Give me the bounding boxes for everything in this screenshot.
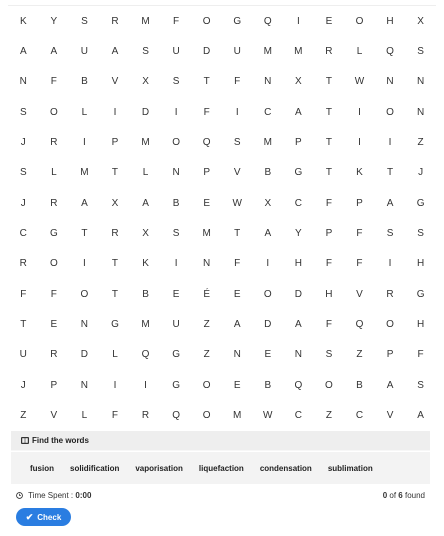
grid-cell[interactable]: R xyxy=(325,46,333,58)
grid-cell[interactable]: O xyxy=(202,15,211,27)
grid-cell[interactable]: G xyxy=(416,197,425,209)
target-word: condensation xyxy=(259,463,312,473)
grid-cell[interactable]: A xyxy=(233,319,241,331)
grid-cell[interactable]: T xyxy=(111,288,119,300)
grid-cell[interactable]: R xyxy=(50,137,58,149)
grid-cell[interactable]: F xyxy=(50,76,57,88)
grid-cell[interactable]: U xyxy=(80,46,89,58)
grid-cell[interactable]: F xyxy=(325,258,332,270)
grid-cell[interactable]: S xyxy=(386,228,394,240)
grid-cell[interactable]: I xyxy=(174,106,178,118)
grid-cell[interactable]: V xyxy=(111,76,119,88)
grid-cell[interactable]: O xyxy=(386,319,394,331)
grid-cell[interactable]: F xyxy=(20,288,27,300)
panel-header xyxy=(11,431,430,451)
grid-cell[interactable]: R xyxy=(111,15,119,27)
grid-cell[interactable]: P xyxy=(386,349,394,361)
grid-cell[interactable]: N xyxy=(80,319,89,331)
letter-grid xyxy=(8,6,436,431)
check-button[interactable] xyxy=(16,508,71,526)
grid-cell[interactable]: Q xyxy=(141,349,150,361)
grid-cell[interactable]: R xyxy=(386,288,394,300)
grid-cell[interactable]: W xyxy=(232,197,242,209)
grid-cell[interactable]: F xyxy=(356,228,363,240)
grid-cell[interactable]: C xyxy=(19,228,27,240)
grid-cell[interactable]: P xyxy=(325,228,333,240)
grid-cell[interactable]: C xyxy=(294,197,302,209)
grid-cell[interactable]: T xyxy=(111,258,119,270)
grid-cell[interactable]: S xyxy=(325,349,333,361)
grid-cell[interactable]: V xyxy=(386,410,394,422)
grid-cell[interactable]: M xyxy=(202,228,211,240)
grid-cell[interactable]: T xyxy=(325,167,332,179)
grid-cell[interactable]: L xyxy=(51,167,57,179)
grid-cell[interactable]: A xyxy=(386,197,394,209)
grid-cell[interactable]: T xyxy=(203,76,210,88)
grid-cell[interactable]: O xyxy=(325,379,333,391)
grid-cell[interactable]: A xyxy=(142,197,149,209)
panel-title: Find the words xyxy=(32,436,89,445)
grid-cell[interactable]: T xyxy=(325,106,332,118)
grid-cell[interactable]: C xyxy=(294,410,302,422)
grid-cell[interactable]: O xyxy=(355,15,364,27)
grid-cell[interactable]: E xyxy=(264,349,272,361)
grid-cell[interactable]: R xyxy=(19,258,27,270)
target-word: fusion xyxy=(30,463,54,473)
grid-cell[interactable]: R xyxy=(50,197,58,209)
grid-row xyxy=(8,309,436,339)
grid-cell[interactable]: Y xyxy=(50,15,58,27)
grid-cell[interactable]: N xyxy=(80,379,89,391)
grid-row xyxy=(8,36,436,66)
grid-cell[interactable]: C xyxy=(355,410,364,422)
grid-cell[interactable]: D xyxy=(80,349,89,361)
grid-cell[interactable]: O xyxy=(80,288,89,300)
grid-cell[interactable]: U xyxy=(172,46,180,58)
grid-row xyxy=(8,218,436,248)
grid-cell[interactable]: N xyxy=(416,106,425,118)
grid-cell[interactable]: P xyxy=(356,197,363,209)
check-button-label: Check xyxy=(37,512,62,522)
grid-row xyxy=(8,188,436,218)
grid-cell[interactable]: T xyxy=(81,228,88,240)
target-word: vaporisation xyxy=(135,463,183,473)
grid-cell[interactable]: R xyxy=(50,349,58,361)
grid-cell[interactable]: E xyxy=(50,319,58,331)
grid-cell[interactable]: Z xyxy=(203,349,210,361)
grid-cell[interactable]: I xyxy=(266,258,270,270)
grid-cell[interactable]: G xyxy=(416,288,425,300)
grid-cell[interactable]: F xyxy=(203,106,210,118)
grid-cell[interactable]: A xyxy=(111,46,119,58)
grid-cell[interactable]: V xyxy=(50,410,58,422)
grid-cell[interactable]: A xyxy=(417,410,424,422)
grid-cell[interactable]: U xyxy=(172,319,180,331)
grid-cell[interactable]: B xyxy=(264,167,272,179)
grid-cell[interactable]: G xyxy=(294,167,303,179)
grid-cell[interactable]: W xyxy=(354,76,365,88)
grid-cell[interactable]: L xyxy=(112,349,118,361)
grid-cell[interactable]: Q xyxy=(263,15,272,27)
grid-cell[interactable]: O xyxy=(49,106,58,118)
timer-label: Time Spent : xyxy=(28,490,74,500)
grid-cell[interactable]: M xyxy=(263,46,272,58)
grid-cell[interactable]: Z xyxy=(417,137,424,149)
grid-cell[interactable]: B xyxy=(264,379,272,391)
grid-cell[interactable]: A xyxy=(264,228,272,240)
grid-cell[interactable]: P xyxy=(295,137,302,149)
grid-cell[interactable]: A xyxy=(81,197,88,209)
grid-cell[interactable]: N xyxy=(294,349,302,361)
grid-cell[interactable]: S xyxy=(19,106,27,118)
grid-cell[interactable]: F xyxy=(173,15,180,27)
grid-cell[interactable]: L xyxy=(81,410,88,422)
grid-cell[interactable]: M xyxy=(263,137,272,149)
grid-cell[interactable]: A xyxy=(50,46,58,58)
grid-cell[interactable]: H xyxy=(294,258,302,270)
target-word: solidification xyxy=(70,463,120,473)
grid-cell[interactable]: O xyxy=(202,379,211,391)
grid-cell[interactable]: T xyxy=(325,76,332,88)
grid-cell[interactable]: W xyxy=(263,410,273,422)
grid-cell[interactable]: I xyxy=(144,379,147,391)
grid-cell[interactable]: P xyxy=(203,167,210,179)
grid-row xyxy=(8,370,436,400)
grid-cell[interactable]: N xyxy=(233,349,241,361)
grid-cell[interactable]: S xyxy=(19,167,27,179)
grid-cell[interactable]: É xyxy=(203,288,210,300)
grid-cell[interactable]: N xyxy=(172,167,180,179)
grid-cell[interactable]: Q xyxy=(294,379,303,391)
grid-cell[interactable]: Z xyxy=(356,349,363,361)
grid-cell[interactable]: P xyxy=(50,379,58,391)
of-label: of xyxy=(389,490,397,500)
grid-cell[interactable]: I xyxy=(296,15,300,27)
grid-cell[interactable]: Z xyxy=(20,410,27,422)
grid-cell[interactable]: N xyxy=(203,258,211,270)
grid-cell[interactable]: N xyxy=(19,76,27,88)
grid-cell[interactable]: R xyxy=(111,228,119,240)
grid-row xyxy=(8,67,436,97)
grid-cell[interactable]: N xyxy=(386,76,394,88)
grid-cell[interactable]: D xyxy=(141,106,150,118)
grid-row xyxy=(8,127,436,157)
grid-cell[interactable]: X xyxy=(142,228,149,240)
grid-cell[interactable]: I xyxy=(388,258,392,270)
grid-cell[interactable]: B xyxy=(356,379,363,391)
grid-cell[interactable]: U xyxy=(19,349,27,361)
grid-row xyxy=(8,158,436,188)
grid-cell[interactable]: L xyxy=(142,167,149,179)
grid-row xyxy=(8,97,436,127)
grid-cell[interactable]: F xyxy=(50,288,57,300)
grid-cell[interactable]: I xyxy=(83,137,86,149)
grid-cell[interactable]: S xyxy=(81,15,88,27)
grid-cell[interactable]: S xyxy=(417,46,424,58)
book-icon xyxy=(21,437,29,444)
grid-cell[interactable]: M xyxy=(141,137,150,149)
grid-cell[interactable]: O xyxy=(263,288,272,300)
grid-cell[interactable]: E xyxy=(325,15,333,27)
grid-cell[interactable]: M xyxy=(294,46,303,58)
grid-cell[interactable]: B xyxy=(81,76,88,88)
grid-cell[interactable]: O xyxy=(202,410,211,422)
grid-cell[interactable]: M xyxy=(141,15,150,27)
grid-cell[interactable]: Q xyxy=(355,319,364,331)
grid-cell[interactable]: J xyxy=(20,379,26,391)
word-list-panel xyxy=(11,431,430,484)
grid-cell[interactable]: H xyxy=(416,319,425,331)
grid-cell[interactable]: Z xyxy=(325,410,332,422)
grid-cell[interactable]: F xyxy=(111,410,119,422)
grid-cell[interactable]: A xyxy=(19,46,27,58)
grid-row xyxy=(8,6,436,36)
grid-row xyxy=(8,249,436,279)
grid-cell[interactable]: V xyxy=(233,167,241,179)
grid-cell[interactable]: Q xyxy=(386,46,394,58)
grid-cell[interactable]: K xyxy=(356,167,363,179)
grid-cell[interactable]: I xyxy=(235,106,239,118)
grid-cell[interactable]: X xyxy=(264,197,272,209)
found-counter xyxy=(383,491,425,500)
grid-cell[interactable]: N xyxy=(264,76,272,88)
grid-cell[interactable]: F xyxy=(325,319,332,331)
grid-cell[interactable]: X xyxy=(111,197,119,209)
grid-cell[interactable]: G xyxy=(233,15,242,27)
grid-cell[interactable]: O xyxy=(172,137,180,149)
grid-cell[interactable]: T xyxy=(386,167,394,179)
grid-cell[interactable]: D xyxy=(264,319,272,331)
grid-cell[interactable]: M xyxy=(141,319,150,331)
target-word: sublimation xyxy=(327,463,373,473)
grid-cell[interactable]: T xyxy=(111,167,119,179)
grid-cell[interactable]: B xyxy=(142,288,149,300)
grid-cell[interactable]: I xyxy=(113,379,117,391)
grid-cell[interactable]: M xyxy=(80,167,89,179)
grid-cell[interactable]: D xyxy=(203,46,211,58)
grid-cell[interactable]: X xyxy=(142,76,149,88)
grid-cell[interactable]: K xyxy=(19,15,27,27)
grid-cell[interactable]: E xyxy=(233,288,241,300)
grid-cell[interactable]: M xyxy=(233,410,242,422)
grid-cell[interactable]: V xyxy=(356,288,363,300)
status-bar xyxy=(16,489,425,501)
grid-cell[interactable]: A xyxy=(386,379,394,391)
grid-cell[interactable]: G xyxy=(111,319,119,331)
grid-cell[interactable]: F xyxy=(234,258,241,270)
grid-cell[interactable]: G xyxy=(49,228,58,240)
grid-cell[interactable]: I xyxy=(358,137,361,149)
grid-cell[interactable]: H xyxy=(325,288,333,300)
grid-cell[interactable]: H xyxy=(416,258,425,270)
grid-row xyxy=(8,400,436,430)
found-label: found xyxy=(404,490,425,500)
timer xyxy=(16,491,91,500)
grid-cell[interactable]: G xyxy=(172,349,180,361)
grid-cell[interactable]: I xyxy=(388,137,392,149)
grid-cell[interactable]: E xyxy=(203,197,210,209)
grid-cell[interactable]: O xyxy=(386,106,394,118)
grid-cell[interactable]: E xyxy=(233,379,241,391)
grid-cell[interactable]: S xyxy=(233,137,241,149)
grid-cell[interactable]: J xyxy=(418,167,424,179)
clock-icon xyxy=(16,492,23,499)
grid-cell[interactable]: C xyxy=(264,106,272,118)
grid-cell[interactable]: L xyxy=(81,106,88,118)
grid-row xyxy=(8,279,436,309)
grid-cell[interactable]: E xyxy=(172,288,180,300)
word-list xyxy=(11,451,430,484)
grid-cell[interactable]: O xyxy=(49,258,58,270)
grid-cell[interactable]: S xyxy=(172,228,180,240)
grid-cell[interactable]: F xyxy=(234,76,241,88)
grid-cell[interactable]: Z xyxy=(203,319,210,331)
grid-cell[interactable]: F xyxy=(325,197,332,209)
grid-cell[interactable]: U xyxy=(233,46,241,58)
timer-value: 0:00 xyxy=(75,490,92,500)
grid-cell[interactable]: I xyxy=(174,258,178,270)
grid-cell[interactable]: T xyxy=(20,319,27,331)
checkmark-icon: ✔ xyxy=(25,511,34,522)
total-count: 6 xyxy=(398,490,403,500)
found-count: 0 xyxy=(382,490,388,500)
grid-cell[interactable]: A xyxy=(295,106,302,118)
target-word: liquefaction xyxy=(198,463,244,473)
grid-cell[interactable]: S xyxy=(172,76,180,88)
grid-cell[interactable]: I xyxy=(113,106,117,118)
grid-cell[interactable]: I xyxy=(83,258,86,270)
grid-cell[interactable]: S xyxy=(417,228,424,240)
grid-cell[interactable]: S xyxy=(417,379,424,391)
grid-cell[interactable]: Y xyxy=(295,228,302,240)
grid-cell[interactable]: F xyxy=(417,349,424,361)
grid-cell[interactable]: J xyxy=(20,197,26,209)
grid-cell[interactable]: P xyxy=(111,137,119,149)
grid-cell[interactable]: Q xyxy=(202,137,211,149)
grid-cell[interactable]: K xyxy=(142,258,149,270)
grid-cell[interactable]: A xyxy=(295,319,302,331)
grid-cell[interactable]: G xyxy=(172,379,180,391)
grid-cell[interactable]: X xyxy=(417,15,424,27)
grid-cell[interactable]: X xyxy=(295,76,302,88)
grid-cell[interactable]: I xyxy=(358,106,361,118)
grid-cell[interactable]: S xyxy=(142,46,149,58)
grid-cell[interactable]: J xyxy=(20,137,26,149)
grid-cell[interactable]: F xyxy=(356,258,363,270)
grid-cell[interactable]: B xyxy=(172,197,180,209)
grid-cell[interactable]: Q xyxy=(172,410,180,422)
grid-cell[interactable]: R xyxy=(141,410,150,422)
grid-cell[interactable]: H xyxy=(386,15,394,27)
grid-cell[interactable]: D xyxy=(294,288,302,300)
grid-row xyxy=(8,340,436,370)
grid-cell[interactable]: T xyxy=(234,228,241,240)
grid-cell[interactable]: N xyxy=(416,76,425,88)
word-search-board xyxy=(8,5,436,431)
grid-cell[interactable]: T xyxy=(325,137,332,149)
grid-cell[interactable]: L xyxy=(356,46,363,58)
